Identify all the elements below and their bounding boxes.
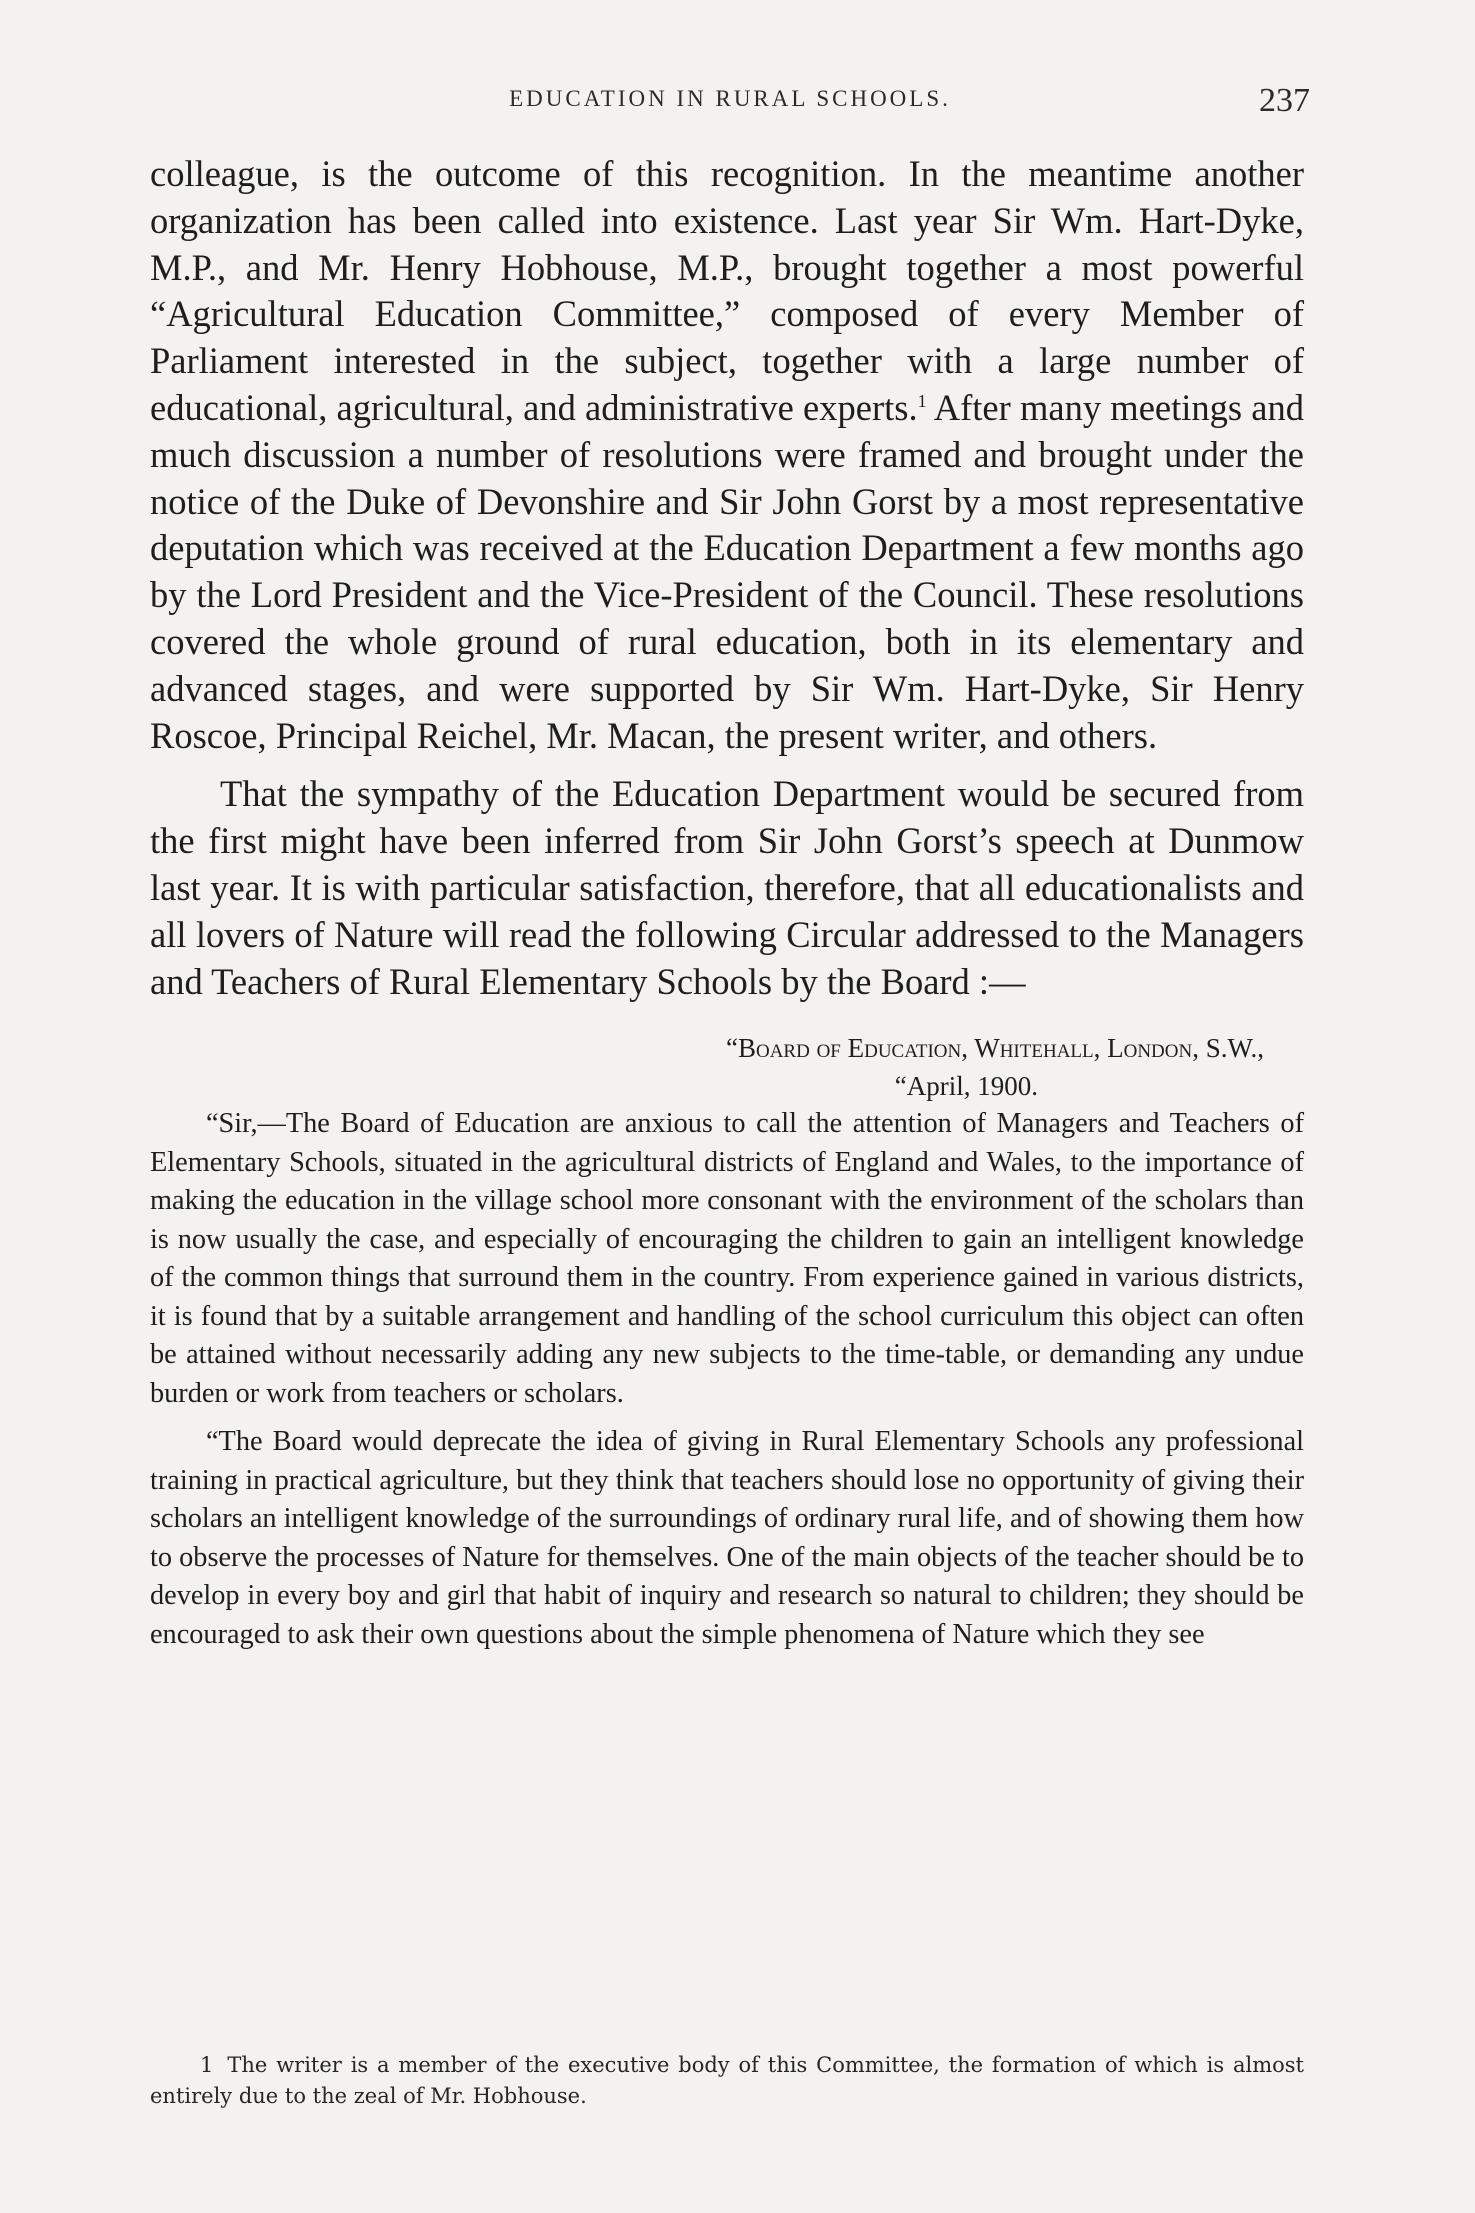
paragraph-continued xyxy=(150,151,1304,759)
paragraph-sympathy: That the sympathy of the Education Department would be secured from the first might have been inferred from Sir John Gorst’s speech at Dunmow last year. It is with particular satisfaction, therefore, that all educationalists and all lovers of Nature will read the following Circular addressed to the Managers and Teachers of Rural Elementary Schools by the Board :— xyxy=(150,773,1304,1002)
footnote-text: The writer is a member of the executive body of this Committee, the formation of which is almost entirely due to the zeal of Mr. Hobhouse. xyxy=(150,2053,1304,2108)
footnote-reference[interactable]: 1 xyxy=(917,390,927,411)
body-text xyxy=(150,151,1304,1654)
paragraph-text-after-note: After many meetings and much discussion a number of resolutions were framed and brought under the notice of the Duke of Devonshire and Sir John Gorst by a most representative deputation which was received at the Education Department a few months ago by the Lord President and the Vice-President of the Council. These resolutions covered the whole ground of rural education, both in its elementary and advanced stages, and were supported by Sir Wm. Hart-Dyke, Sir Henry Roscoe, Principal Reichel, Mr. Macan, the present writer, and others. xyxy=(150,386,1304,756)
circular-paragraph: “Sir,—The Board of Education are anxious to call the attention of Managers and Teachers of Elementary Schools, situated in the agricultural districts of England and Wales, to the importance of making the education in the village school more consonant with the environment of the scholars than is now usually the case, and especially of encouraging the children to gain an intelligent knowledge of the common things that surround them in the country. From experience gained in various districts, it is found that by a suitable arrangement and handling of the school curriculum this object can often be attained without necessarily adding any new subjects to the time-table, or demanding any undue burden or work from teachers or scholars. xyxy=(150,1108,1304,1409)
running-title: EDUCATION IN RURAL SCHOOLS. xyxy=(509,86,951,111)
address-line: “Board of Education, Whitehall, London, S.W., xyxy=(726,1033,1264,1064)
page-number: 237 xyxy=(1259,82,1310,119)
footnote-mark: 1 xyxy=(200,2053,214,2077)
footnote xyxy=(150,2050,1304,2112)
date-line: “April, 1900. xyxy=(894,1071,1038,1102)
circular-address xyxy=(150,1029,1304,1105)
circular-paragraph: “The Board would deprecate the idea of giving in Rural Elementary Schools any professional training in practical agriculture, but they think that teachers should lose no opportunity of giving their scholars an intelligent knowledge of the surroundings of ordinary rural life, and of showing them how to observe the processes of Nature for themselves. One of the main objects of the teacher should be to develop in every boy and girl that habit of inquiry and research so natural to children; they should be encouraged to ask their own questions about the simple phenomena of Nature which they see xyxy=(150,1426,1304,1650)
running-head xyxy=(150,82,1310,122)
paragraph-text-before-note: colleague, is the outcome of this recognition. In the meantime another organization has been called into existence. Last year Sir Wm. Hart-Dyke, M.P., and Mr. Henry Hobhouse, M.P., brought together a most powerful “Agricultural Education Committee,” composed of every Member of Parliament interested in the subject, together with a large number of educational, agricultural, and administrative experts. xyxy=(150,153,1304,428)
